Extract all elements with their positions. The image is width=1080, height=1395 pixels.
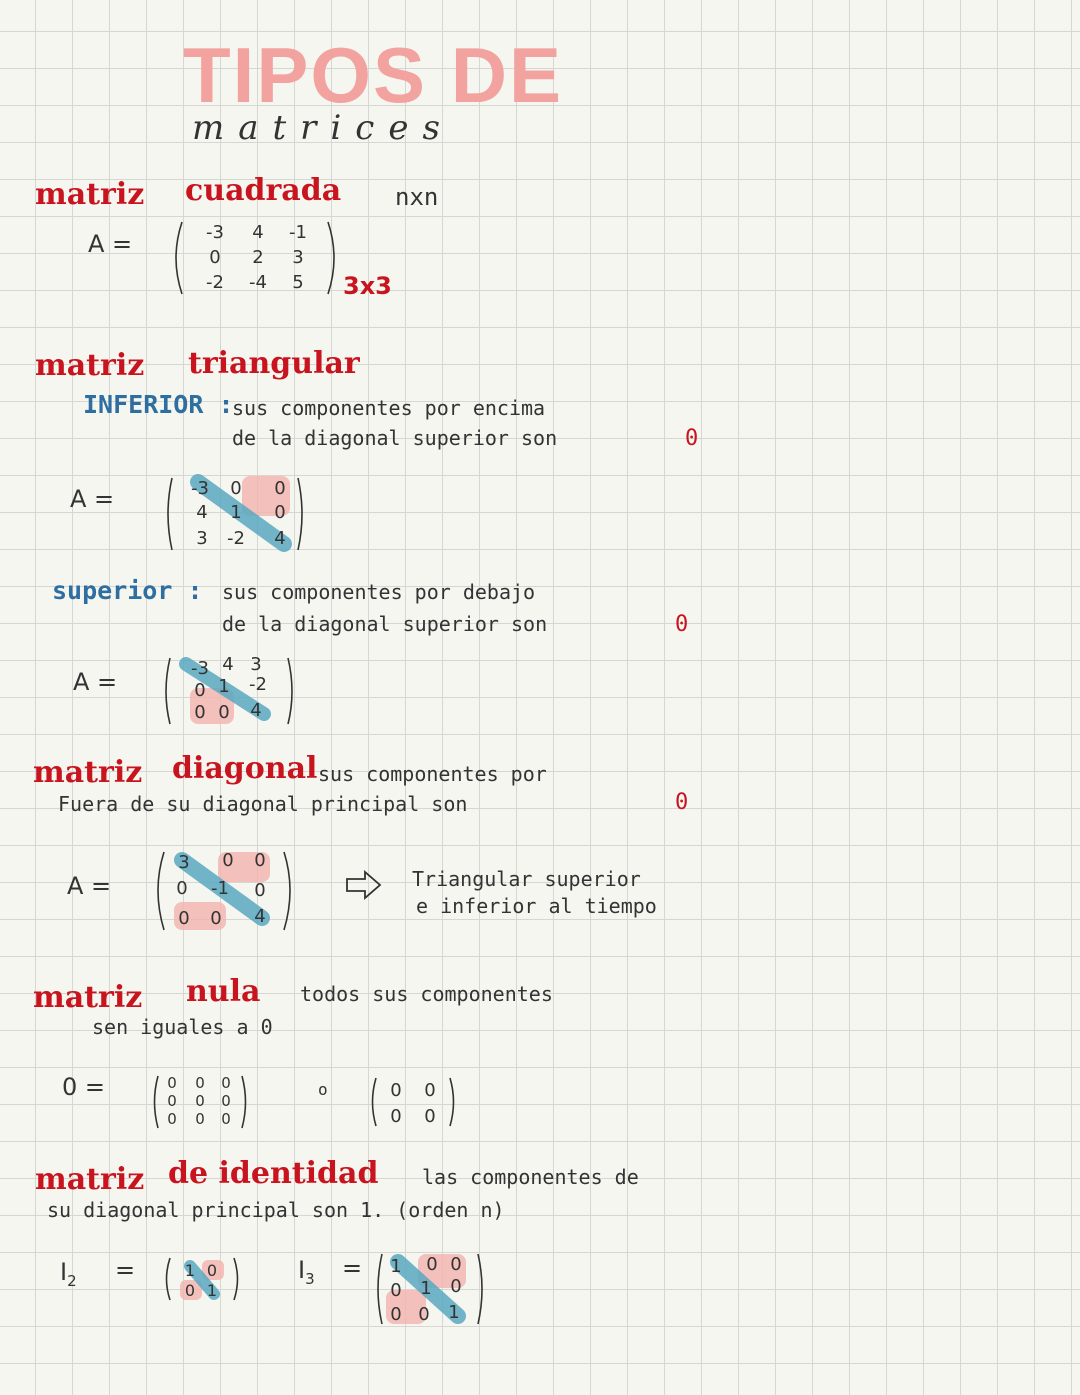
heading-cuadrada-b: cuadrada xyxy=(185,173,342,208)
cell: 0 xyxy=(218,702,230,723)
page-subtitle: matrices xyxy=(192,108,454,148)
inferior-zero: 0 xyxy=(685,426,699,451)
cell: 4 xyxy=(196,502,208,523)
matrix-inferior xyxy=(162,470,312,555)
identidad-line-1: las componentes de xyxy=(422,1165,639,1189)
cell: 0 xyxy=(194,680,206,701)
cell: 0 xyxy=(222,850,234,871)
matrix-label-superior: A = xyxy=(73,668,118,696)
cell: 0 xyxy=(390,1304,402,1325)
cell: -3 xyxy=(206,222,224,243)
double-arrow-right-icon xyxy=(345,870,383,900)
cell: 1 xyxy=(218,676,230,697)
cell: 0 xyxy=(426,1254,438,1275)
cell: 0 xyxy=(274,478,286,499)
cell: 0 xyxy=(184,1281,196,1300)
cell: -3 xyxy=(191,658,209,679)
identidad-line-2: su diagonal principal son 1. (orden n) xyxy=(47,1198,505,1222)
cell: 2 xyxy=(252,247,264,268)
cell: 0 xyxy=(221,1074,231,1092)
diagonal-zero: 0 xyxy=(675,790,689,815)
cell: 3 xyxy=(292,247,304,268)
heading-identidad-b: de identidad xyxy=(168,1156,379,1191)
cell: 5 xyxy=(292,272,304,293)
superior-line-2: de la diagonal superior son xyxy=(222,612,548,636)
heading-diagonal-a: matriz xyxy=(33,755,143,790)
cell: 1 xyxy=(390,1256,402,1277)
i3-equals: = xyxy=(342,1254,363,1282)
diagonal-line-1: sus componentes por xyxy=(318,762,547,786)
diagonal-note-2: e inferior al tiempo xyxy=(416,894,657,918)
cell: 4 xyxy=(274,528,286,549)
i2-equals: = xyxy=(115,1256,136,1284)
i3-letter: I xyxy=(298,1256,306,1284)
cell: 3 xyxy=(250,654,262,675)
cell: -2 xyxy=(206,272,224,293)
matrix-label-inferior: A = xyxy=(70,485,115,513)
cell: 0 xyxy=(221,1092,231,1110)
cell: -3 xyxy=(191,478,209,499)
diagonal-note-1: Triangular superior xyxy=(412,867,641,891)
cell: 0 xyxy=(221,1110,231,1128)
cell: 0 xyxy=(167,1110,177,1128)
nula-or: o xyxy=(318,1080,328,1099)
matrix-label-cuadrada: A = xyxy=(88,230,133,258)
cell: 0 xyxy=(167,1074,177,1092)
cell: 3 xyxy=(196,528,208,549)
matrix-superior xyxy=(160,652,300,727)
cell: 0 xyxy=(206,1261,218,1280)
superior-line-1: sus componentes por debajo xyxy=(222,580,536,604)
cell: -2 xyxy=(227,528,245,549)
page-title: TIPOS DE xyxy=(183,31,564,119)
matrix-label-i3 xyxy=(298,1256,315,1288)
cell: 0 xyxy=(274,502,286,523)
cell: 4 xyxy=(254,906,266,927)
cell: 1 xyxy=(230,502,242,523)
heading-nula-a: matriz xyxy=(33,980,143,1015)
cell: 0 xyxy=(210,908,222,929)
cell: 0 xyxy=(195,1092,205,1110)
cell: -1 xyxy=(211,878,229,899)
superior-zero: 0 xyxy=(675,612,689,637)
matrix-identity-2 xyxy=(162,1254,244,1304)
matrix-cuadrada xyxy=(170,218,340,298)
heading-cuadrada-a: matriz xyxy=(35,177,145,212)
cell: 0 xyxy=(424,1106,436,1127)
cell: 0 xyxy=(254,850,266,871)
cell: 0 xyxy=(176,878,188,899)
cell: 0 xyxy=(195,1074,205,1092)
heading-diagonal-b: diagonal xyxy=(172,751,318,786)
nula-line-2: sen iguales a 0 xyxy=(92,1015,273,1039)
cell: 1 xyxy=(420,1278,432,1299)
cell: 0 xyxy=(209,247,221,268)
cell: -4 xyxy=(249,272,267,293)
matrix-identity-3 xyxy=(372,1250,488,1328)
cell: 1 xyxy=(184,1261,196,1280)
matrix-label-nula: 0 = xyxy=(62,1073,106,1101)
label-inferior: INFERIOR : xyxy=(83,390,234,419)
matrix-nula-3x3 xyxy=(150,1072,250,1132)
cell: 0 xyxy=(194,702,206,723)
heading-nula-b: nula xyxy=(186,974,261,1009)
heading-identidad-a: matriz xyxy=(35,1162,145,1197)
cell: 0 xyxy=(390,1080,402,1101)
cell: 0 xyxy=(418,1304,430,1325)
matrix-diagonal xyxy=(150,846,298,934)
inferior-line-1: sus componentes por encima xyxy=(232,396,546,420)
matrix-label-diagonal: A = xyxy=(67,872,112,900)
cell: 0 xyxy=(230,478,242,499)
cell: 0 xyxy=(450,1254,462,1275)
cell: 3 xyxy=(178,852,190,873)
matrix-label-i2 xyxy=(60,1258,77,1290)
cell: 0 xyxy=(424,1080,436,1101)
cell: 0 xyxy=(195,1110,205,1128)
cell: 4 xyxy=(250,700,262,721)
cell: 0 xyxy=(254,880,266,901)
cell: 0 xyxy=(390,1106,402,1127)
cell: 4 xyxy=(252,222,264,243)
cell: -2 xyxy=(249,674,267,695)
i2-letter: I xyxy=(60,1258,68,1286)
diagonal-line-2: Fuera de su diagonal principal son xyxy=(58,792,468,816)
cell: 1 xyxy=(448,1302,460,1323)
heading-triangular-a: matriz xyxy=(35,348,145,383)
cell: 0 xyxy=(450,1276,462,1297)
label-superior: superior : xyxy=(52,576,203,605)
dims-nxn: nxn xyxy=(395,183,439,211)
cell: 0 xyxy=(167,1092,177,1110)
matrix-nula-2x2 xyxy=(368,1074,460,1130)
i3-subscript: 3 xyxy=(305,1269,315,1288)
i2-subscript: 2 xyxy=(67,1271,77,1290)
heading-triangular-b: triangular xyxy=(188,346,360,381)
size-3x3: 3x3 xyxy=(343,272,392,300)
cell: 1 xyxy=(206,1281,218,1300)
cell: 0 xyxy=(178,908,190,929)
cell: 0 xyxy=(390,1280,402,1301)
nula-line-1: todos sus componentes xyxy=(300,982,553,1006)
cell: -1 xyxy=(289,222,307,243)
inferior-line-2: de la diagonal superior son xyxy=(232,426,558,450)
cell: 4 xyxy=(222,654,234,675)
